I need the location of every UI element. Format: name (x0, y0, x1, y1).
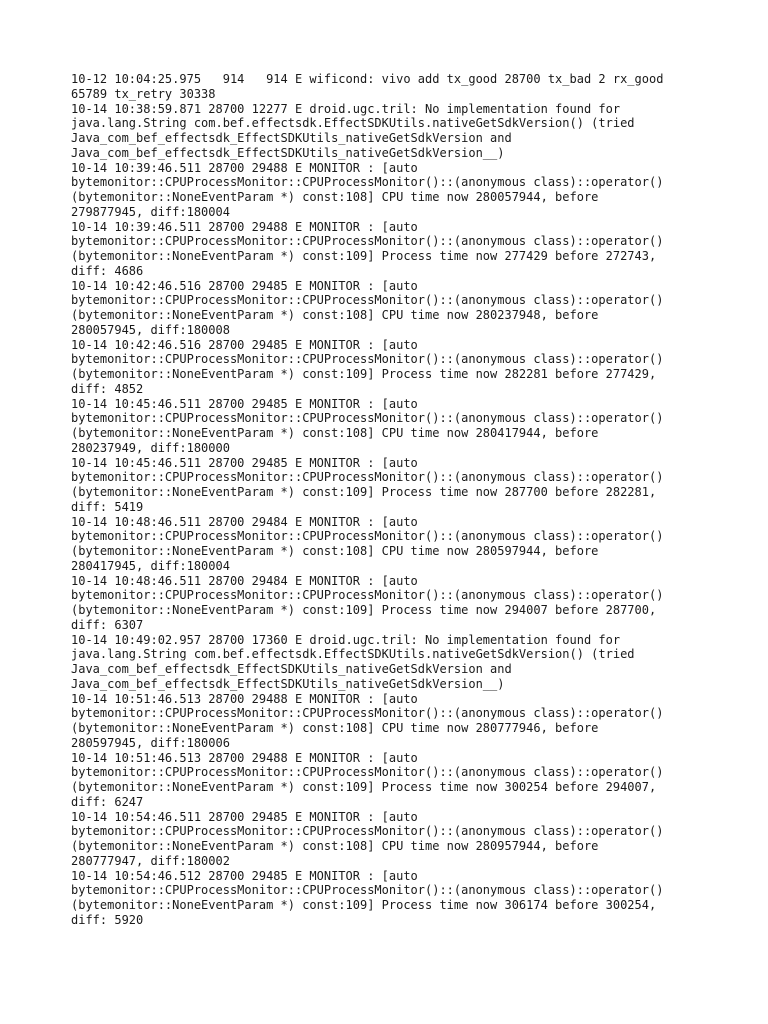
log-line: Java_com_bef_effectsdk_EffectSDKUtils_nativeGetSdkVersion__) (71, 145, 505, 160)
log-line: 10-14 10:45:46.511 28700 29485 E MONITOR : [auto (71, 396, 418, 411)
log-line: bytemonitor::CPUProcessMonitor::CPUProcessMonitor()::(anonymous class)::operator() (71, 706, 664, 721)
log-line: diff: 4852 (71, 381, 144, 396)
log-entry (71, 279, 711, 338)
log-entry (71, 72, 711, 102)
log-line: (bytemonitor::NoneEventParam *) const:108] CPU time now 280417944, before (71, 426, 599, 440)
log-line: diff: 6247 (71, 794, 144, 809)
log-line: bytemonitor::CPUProcessMonitor::CPUProcessMonitor()::(anonymous class)::operator() (71, 529, 664, 544)
log-line: bytemonitor::CPUProcessMonitor::CPUProcessMonitor()::(anonymous class)::operator() (71, 470, 664, 485)
log-line: Java_com_bef_effectsdk_EffectSDKUtils_nativeGetSdkVersion and (71, 131, 512, 145)
log-line: 65789 tx_retry 30338 (71, 86, 216, 101)
log-line: 279877945, diff:180004 (71, 204, 230, 219)
log-line: diff: 6307 (71, 617, 144, 632)
log-text (71, 72, 711, 928)
log-line: Java_com_bef_effectsdk_EffectSDKUtils_nativeGetSdkVersion and (71, 662, 512, 676)
log-entry (71, 456, 711, 515)
log-line: (bytemonitor::NoneEventParam *) const:108] CPU time now 280057944, before (71, 190, 599, 204)
log-entry (71, 574, 711, 633)
log-line: 10-14 10:48:46.511 28700 29484 E MONITOR : [auto (71, 573, 418, 588)
log-line: bytemonitor::CPUProcessMonitor::CPUProcessMonitor()::(anonymous class)::operator() (71, 352, 664, 367)
log-line: bytemonitor::CPUProcessMonitor::CPUProcessMonitor()::(anonymous class)::operator() (71, 175, 664, 190)
log-line: 10-14 10:49:02.957 28700 17360 E droid.ugc.tril: No implementation found for (71, 632, 621, 647)
log-line: 10-14 10:48:46.511 28700 29484 E MONITOR : [auto (71, 514, 418, 529)
log-line: 10-14 10:51:46.513 28700 29488 E MONITOR : [auto (71, 750, 418, 765)
log-line: 280057945, diff:180008 (71, 322, 230, 337)
log-line: (bytemonitor::NoneEventParam *) const:108] CPU time now 280237948, before (71, 308, 599, 322)
log-line: bytemonitor::CPUProcessMonitor::CPUProcessMonitor()::(anonymous class)::operator() (71, 588, 664, 603)
log-line: (bytemonitor::NoneEventParam *) const:108] CPU time now 280597944, before (71, 544, 599, 558)
log-line: (bytemonitor::NoneEventParam *) const:109] Process time now 287700 before 282281, (71, 485, 657, 499)
log-line: bytemonitor::CPUProcessMonitor::CPUProcessMonitor()::(anonymous class)::operator() (71, 883, 664, 898)
log-entry (71, 161, 711, 220)
log-line: 280597945, diff:180006 (71, 735, 230, 750)
log-line: diff: 5419 (71, 499, 144, 514)
log-line: java.lang.String com.bef.effectsdk.EffectSDKUtils.nativeGetSdkVersion() (tried (71, 647, 635, 662)
log-entry (71, 515, 711, 574)
log-line: (bytemonitor::NoneEventParam *) const:108] CPU time now 280957944, before (71, 839, 599, 853)
log-line: 10-14 10:54:46.512 28700 29485 E MONITOR : [auto (71, 868, 418, 883)
log-entry (71, 397, 711, 456)
log-line: 10-14 10:39:46.511 28700 29488 E MONITOR : [auto (71, 219, 418, 234)
log-line: (bytemonitor::NoneEventParam *) const:109] Process time now 306174 before 300254, (71, 898, 657, 912)
log-line: 10-14 10:51:46.513 28700 29488 E MONITOR : [auto (71, 691, 418, 706)
log-line: 280777947, diff:180002 (71, 853, 230, 868)
log-line: (bytemonitor::NoneEventParam *) const:109] Process time now 294007 before 287700, (71, 603, 657, 617)
log-entry (71, 869, 711, 928)
log-line: (bytemonitor::NoneEventParam *) const:109] Process time now 277429 before 272743, (71, 249, 657, 263)
log-line: java.lang.String com.bef.effectsdk.EffectSDKUtils.nativeGetSdkVersion() (tried (71, 116, 635, 131)
log-entry (71, 102, 711, 161)
log-entry (71, 338, 711, 397)
log-entry (71, 751, 711, 810)
log-entry (71, 692, 711, 751)
log-line: 10-12 10:04:25.975 914 914 E wificond: vivo add tx_good 28700 tx_bad 2 rx_good (71, 72, 664, 86)
log-line: bytemonitor::CPUProcessMonitor::CPUProcessMonitor()::(anonymous class)::operator() (71, 234, 664, 249)
log-line: bytemonitor::CPUProcessMonitor::CPUProcessMonitor()::(anonymous class)::operator() (71, 824, 664, 839)
log-entry (71, 633, 711, 692)
log-line: 10-14 10:39:46.511 28700 29488 E MONITOR : [auto (71, 160, 418, 175)
log-entry (71, 810, 711, 869)
log-line: 10-14 10:54:46.511 28700 29485 E MONITOR : [auto (71, 809, 418, 824)
log-line: (bytemonitor::NoneEventParam *) const:108] CPU time now 280777946, before (71, 721, 599, 735)
log-line: diff: 5920 (71, 912, 144, 927)
log-line: 280417945, diff:180004 (71, 558, 230, 573)
log-line: (bytemonitor::NoneEventParam *) const:109] Process time now 282281 before 277429, (71, 367, 657, 381)
log-line: bytemonitor::CPUProcessMonitor::CPUProcessMonitor()::(anonymous class)::operator() (71, 765, 664, 780)
log-line: diff: 4686 (71, 263, 144, 278)
log-line: 10-14 10:38:59.871 28700 12277 E droid.ugc.tril: No implementation found for (71, 101, 621, 116)
log-line: 10-14 10:42:46.516 28700 29485 E MONITOR : [auto (71, 278, 418, 293)
log-line: (bytemonitor::NoneEventParam *) const:109] Process time now 300254 before 294007, (71, 780, 657, 794)
log-line: bytemonitor::CPUProcessMonitor::CPUProcessMonitor()::(anonymous class)::operator() (71, 411, 664, 426)
log-line: 10-14 10:45:46.511 28700 29485 E MONITOR : [auto (71, 455, 418, 470)
log-line: 10-14 10:42:46.516 28700 29485 E MONITOR : [auto (71, 337, 418, 352)
log-line: Java_com_bef_effectsdk_EffectSDKUtils_nativeGetSdkVersion__) (71, 676, 505, 691)
log-entry (71, 220, 711, 279)
log-line: 280237949, diff:180000 (71, 440, 230, 455)
log-line: bytemonitor::CPUProcessMonitor::CPUProcessMonitor()::(anonymous class)::operator() (71, 293, 664, 308)
